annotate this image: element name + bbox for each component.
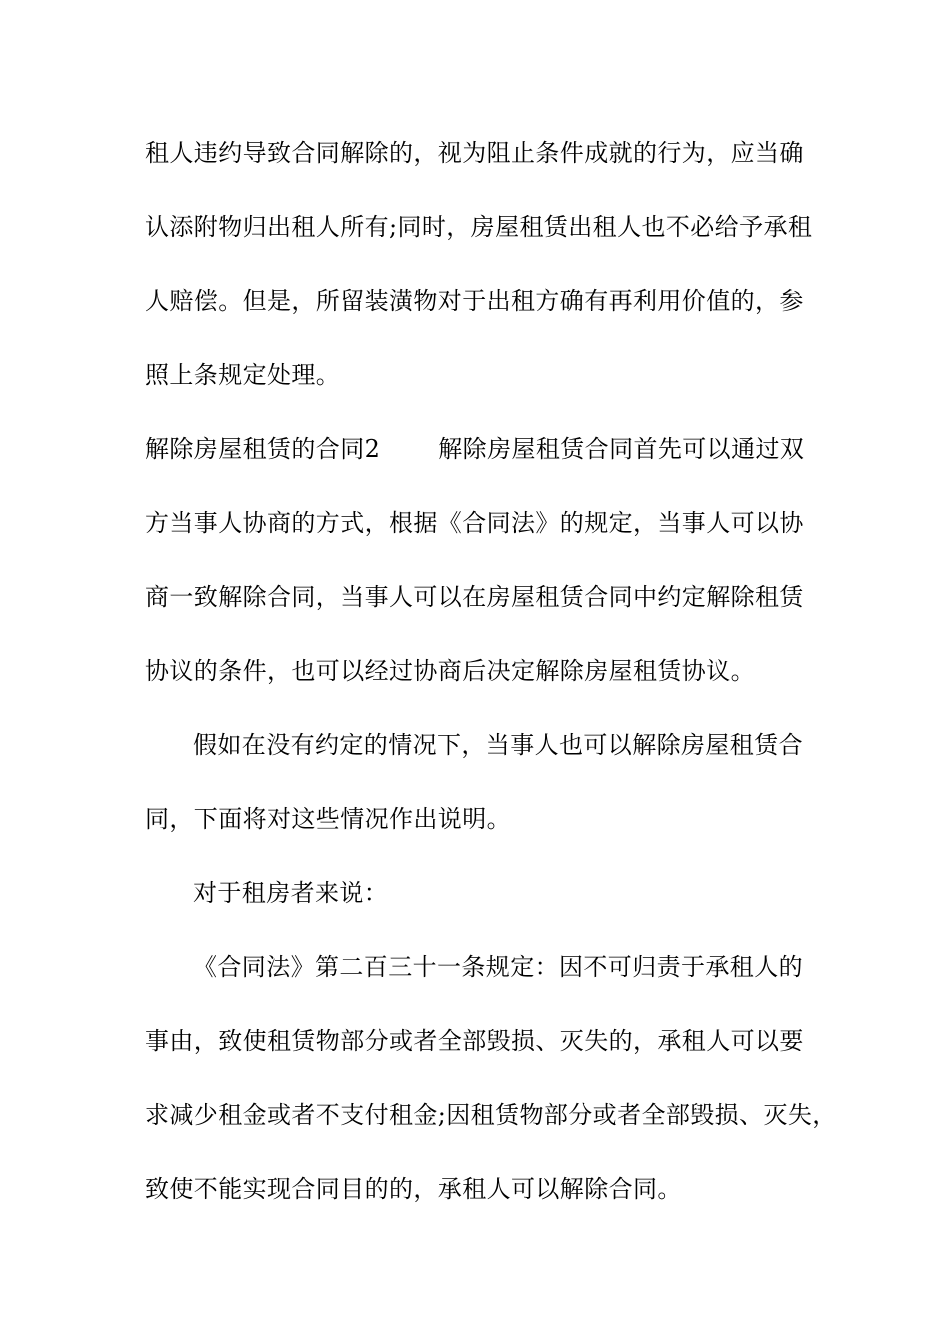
text-line: 人赔偿。但是，所留装潢物对于出租方确有再利用价值的，参 xyxy=(145,287,804,315)
text-line: 求减少租金或者不支付租金;因租赁物部分或者全部毁损、灭失， xyxy=(145,1101,837,1129)
section-heading: 解除房屋租赁的合同2 xyxy=(145,435,381,463)
text-line: 致使不能实现合同目的的，承租人可以解除合同。 xyxy=(145,1175,682,1203)
text-line: 事由，致使租赁物部分或者全部毁损、灭失的，承租人可以要 xyxy=(145,1027,804,1055)
section-first-line: 解除房屋租赁合同首先可以通过双 xyxy=(438,435,805,463)
text-line: 假如在没有约定的情况下，当事人也可以解除房屋租赁合 xyxy=(193,731,803,759)
text-line: 照上条规定处理。 xyxy=(145,361,341,389)
text-line: 对于租房者来说： xyxy=(193,879,389,907)
text-line: 租人违约导致合同解除的，视为阻止条件成就的行为，应当确 xyxy=(145,139,804,167)
text-line: 《合同法》第二百三十一条规定：因不可归责于承租人的 xyxy=(193,953,803,981)
text-line: 认添附物归出租人所有;同时，房屋租赁出租人也不必给予承租 xyxy=(145,213,813,241)
text-line: 同，下面将对这些情况作出说明。 xyxy=(145,805,511,833)
text-line: 协议的条件，也可以经过协商后决定解除房屋租赁协议。 xyxy=(145,657,755,685)
text-line: 方当事人协商的方式，根据《合同法》的规定，当事人可以协 xyxy=(145,509,804,537)
text-line: 商一致解除合同，当事人可以在房屋租赁合同中约定解除租赁 xyxy=(145,583,804,611)
section-line xyxy=(145,434,804,464)
